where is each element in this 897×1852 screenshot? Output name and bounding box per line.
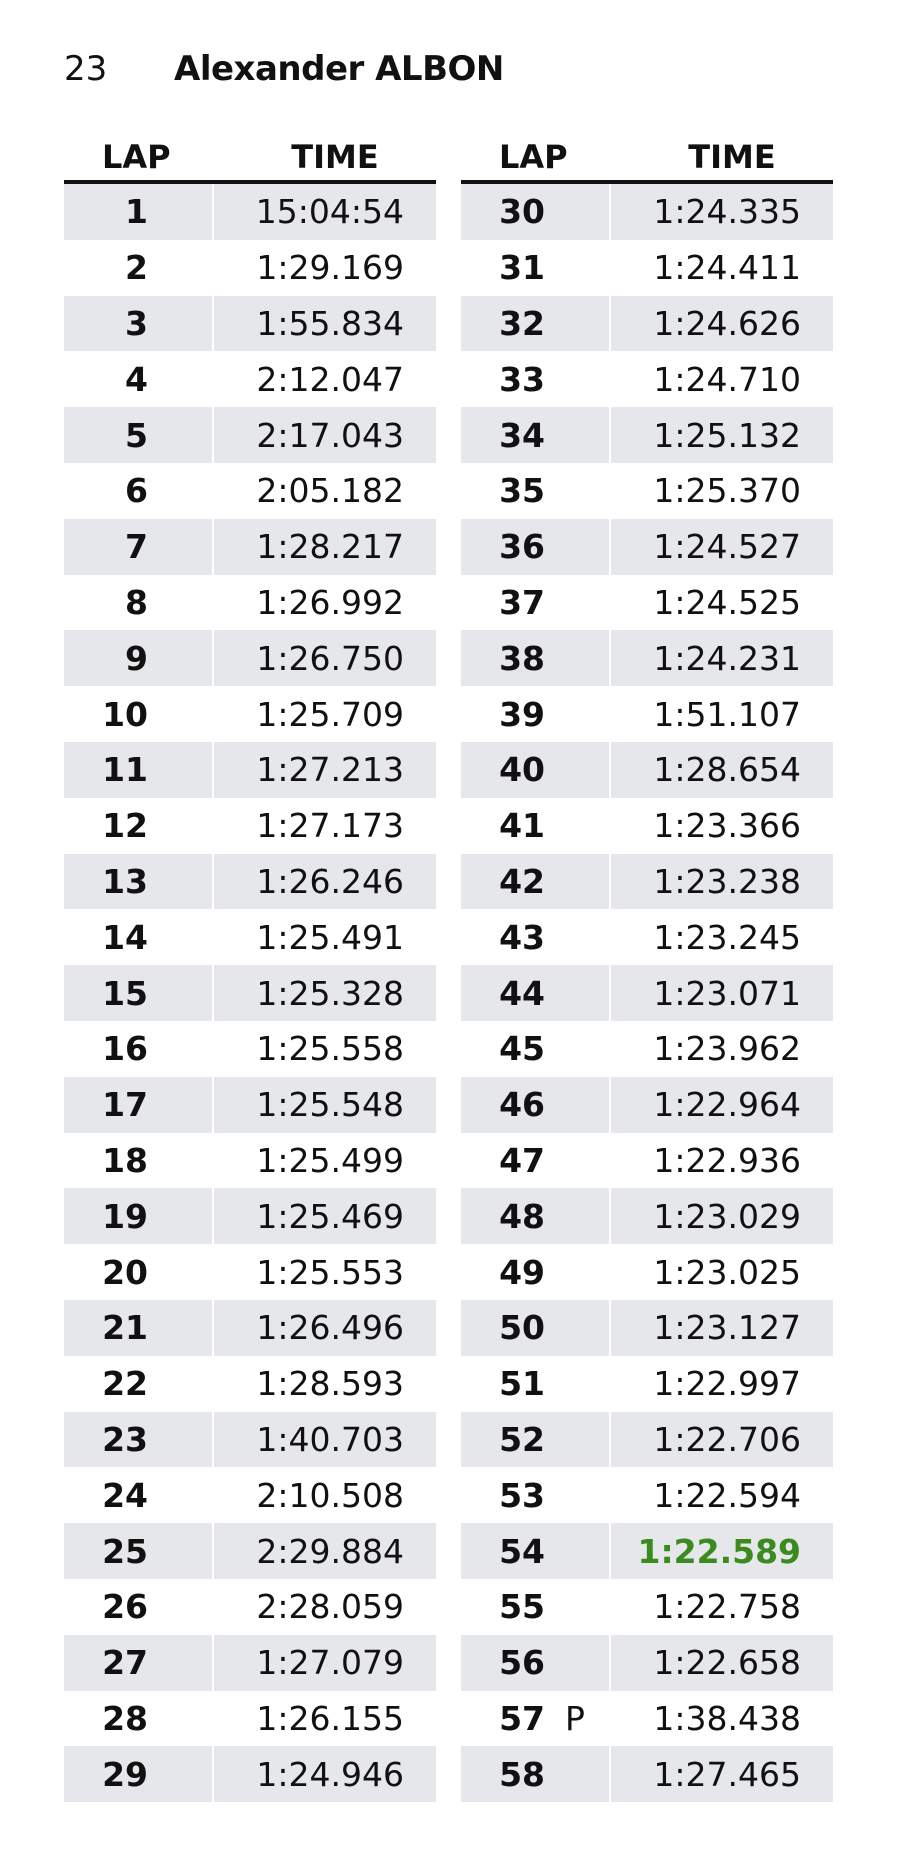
table-row bbox=[461, 1746, 833, 1802]
lap-number: 34 bbox=[499, 415, 545, 455]
lap-number: 28 bbox=[102, 1698, 148, 1738]
lap-cell bbox=[461, 575, 611, 631]
lap-number: 32 bbox=[499, 303, 545, 343]
table-row bbox=[64, 1021, 436, 1077]
lap-cell bbox=[461, 463, 611, 519]
lap-cell bbox=[461, 1467, 611, 1523]
lap-time: 1:26.155 bbox=[256, 1698, 404, 1738]
lap-time: 1:25.548 bbox=[256, 1085, 404, 1125]
lap-number: 44 bbox=[499, 973, 545, 1013]
lap-time: 1:22.658 bbox=[653, 1643, 801, 1683]
table-row bbox=[461, 798, 833, 854]
lap-number: 26 bbox=[102, 1587, 148, 1627]
lap-cell bbox=[461, 1523, 611, 1579]
lap-table-right bbox=[461, 132, 833, 1802]
lap-cell bbox=[461, 909, 611, 965]
lap-number: 15 bbox=[102, 973, 148, 1013]
lap-time: 1:26.992 bbox=[256, 582, 404, 622]
table-row bbox=[64, 1635, 436, 1691]
table-row bbox=[64, 798, 436, 854]
lap-time: 1:25.499 bbox=[256, 1140, 404, 1180]
table-row bbox=[64, 1188, 436, 1244]
table-row bbox=[461, 909, 833, 965]
table-row bbox=[461, 686, 833, 742]
table-row bbox=[461, 1635, 833, 1691]
lap-number: 17 bbox=[102, 1085, 148, 1125]
lap-time: 1:24.525 bbox=[653, 582, 801, 622]
lap-number: 33 bbox=[499, 359, 545, 399]
lap-time: 1:25.709 bbox=[256, 694, 404, 734]
lap-number: 16 bbox=[102, 1029, 148, 1069]
table-row bbox=[64, 909, 436, 965]
lap-time: 1:25.553 bbox=[256, 1252, 404, 1292]
lap-number: 29 bbox=[102, 1754, 148, 1794]
lap-number: 1 bbox=[125, 192, 148, 232]
lap-time: 1:23.245 bbox=[653, 917, 801, 957]
table-row bbox=[64, 463, 436, 519]
lap-cell bbox=[461, 1188, 611, 1244]
table-row bbox=[64, 854, 436, 910]
lap-cell bbox=[64, 1523, 214, 1579]
table-row bbox=[461, 407, 833, 463]
lap-time: 1:24.626 bbox=[653, 303, 801, 343]
table-row bbox=[461, 742, 833, 798]
lap-time: 1:22.594 bbox=[653, 1475, 801, 1515]
table-row bbox=[461, 1300, 833, 1356]
table-row bbox=[64, 519, 436, 575]
lap-cell bbox=[461, 1746, 611, 1802]
lap-time: 1:25.132 bbox=[653, 415, 801, 455]
lap-cell bbox=[64, 407, 214, 463]
table-row bbox=[64, 1746, 436, 1802]
table-row bbox=[64, 742, 436, 798]
lap-time: 1:27.213 bbox=[256, 750, 404, 790]
lap-cell bbox=[64, 575, 214, 631]
lap-number: 37 bbox=[499, 582, 545, 622]
lap-number: 48 bbox=[499, 1196, 545, 1236]
driver-header bbox=[64, 44, 504, 94]
lap-time: 1:25.491 bbox=[256, 917, 404, 957]
lap-time: 1:24.411 bbox=[653, 248, 801, 288]
lap-cell bbox=[64, 1077, 214, 1133]
lap-time: 2:17.043 bbox=[256, 415, 404, 455]
lap-number: 3 bbox=[125, 303, 148, 343]
lap-cell bbox=[64, 1467, 214, 1523]
lap-cell bbox=[461, 1244, 611, 1300]
lap-number: 58 bbox=[499, 1754, 545, 1794]
lap-time: 1:38.438 bbox=[653, 1698, 801, 1738]
table-row bbox=[461, 1133, 833, 1189]
table-row bbox=[461, 965, 833, 1021]
lap-cell bbox=[461, 742, 611, 798]
table-row bbox=[461, 1021, 833, 1077]
table-row bbox=[461, 1188, 833, 1244]
lap-number: 46 bbox=[499, 1085, 545, 1125]
lap-cell bbox=[64, 854, 214, 910]
lap-time: 1:24.527 bbox=[653, 527, 801, 567]
lap-number: 5 bbox=[125, 415, 148, 455]
lap-cell bbox=[461, 1635, 611, 1691]
table-row bbox=[461, 854, 833, 910]
lap-number: 43 bbox=[499, 917, 545, 957]
lap-number: 42 bbox=[499, 861, 545, 901]
car-number: 23 bbox=[64, 49, 108, 89]
table-header bbox=[461, 132, 833, 184]
table-row bbox=[461, 1523, 833, 1579]
table-row bbox=[461, 1356, 833, 1412]
lap-time: 1:26.496 bbox=[256, 1308, 404, 1348]
lap-time: 1:24.335 bbox=[653, 192, 801, 232]
lap-time: 1:29.169 bbox=[256, 248, 404, 288]
lap-cell bbox=[461, 1300, 611, 1356]
lap-cell bbox=[64, 965, 214, 1021]
lap-number: 4 bbox=[125, 359, 148, 399]
lap-time: 1:25.558 bbox=[256, 1029, 404, 1069]
lap-time: 1:23.238 bbox=[653, 861, 801, 901]
lap-time: 1:55.834 bbox=[256, 303, 404, 343]
lap-number: 25 bbox=[102, 1531, 148, 1571]
lap-cell bbox=[64, 909, 214, 965]
lap-time: 1:27.079 bbox=[256, 1643, 404, 1683]
lap-cell bbox=[64, 1635, 214, 1691]
table-row bbox=[461, 1077, 833, 1133]
lap-cell bbox=[461, 854, 611, 910]
lap-number: 8 bbox=[125, 582, 148, 622]
table-row bbox=[64, 1467, 436, 1523]
lap-time: 1:25.328 bbox=[256, 973, 404, 1013]
table-row bbox=[461, 1691, 833, 1747]
lap-time: 1:23.127 bbox=[653, 1308, 801, 1348]
lap-number: 35 bbox=[499, 471, 545, 511]
lap-cell bbox=[64, 1356, 214, 1412]
table-row bbox=[461, 1412, 833, 1468]
lap-number: 54 bbox=[499, 1531, 545, 1571]
lap-number: 36 bbox=[499, 527, 545, 567]
table-row bbox=[64, 1244, 436, 1300]
lap-cell bbox=[461, 296, 611, 352]
lap-number: 38 bbox=[499, 638, 545, 678]
lap-cell bbox=[64, 463, 214, 519]
lap-cell bbox=[461, 1356, 611, 1412]
lap-number: 14 bbox=[102, 917, 148, 957]
lap-time: 1:23.366 bbox=[653, 806, 801, 846]
lap-cell bbox=[461, 351, 611, 407]
lap-number: 9 bbox=[125, 638, 148, 678]
lap-number: 40 bbox=[499, 750, 545, 790]
lap-time: 1:28.593 bbox=[256, 1364, 404, 1404]
table-row bbox=[64, 686, 436, 742]
table-row bbox=[461, 351, 833, 407]
table-row bbox=[64, 351, 436, 407]
lap-time: 1:25.469 bbox=[256, 1196, 404, 1236]
lap-number: 30 bbox=[499, 192, 545, 232]
lap-time: 1:28.217 bbox=[256, 527, 404, 567]
lap-number: 47 bbox=[499, 1140, 545, 1180]
lap-number: 51 bbox=[499, 1364, 545, 1404]
lap-cell bbox=[461, 630, 611, 686]
lap-cell bbox=[64, 1300, 214, 1356]
lap-cell bbox=[461, 1579, 611, 1635]
lap-cell bbox=[461, 519, 611, 575]
table-row bbox=[64, 407, 436, 463]
lap-time: 1:22.936 bbox=[653, 1140, 801, 1180]
lap-cell bbox=[64, 296, 214, 352]
lap-cell bbox=[461, 1412, 611, 1468]
driver-name: Alexander ALBON bbox=[174, 49, 504, 89]
lap-cell bbox=[64, 1244, 214, 1300]
lap-time: 1:51.107 bbox=[653, 694, 801, 734]
lap-cell bbox=[64, 351, 214, 407]
lap-time: 15:04:54 bbox=[255, 192, 404, 232]
lap-time: 2:10.508 bbox=[256, 1475, 404, 1515]
lap-cell bbox=[461, 686, 611, 742]
lap-number: 24 bbox=[102, 1475, 148, 1515]
lap-cell bbox=[64, 184, 214, 240]
lap-time: 1:23.025 bbox=[653, 1252, 801, 1292]
table-body bbox=[461, 184, 833, 1802]
table-row bbox=[64, 1300, 436, 1356]
lap-cell bbox=[461, 1077, 611, 1133]
table-row bbox=[461, 463, 833, 519]
time-column-header: TIME bbox=[291, 138, 379, 176]
table-row bbox=[64, 296, 436, 352]
lap-cell bbox=[461, 240, 611, 296]
table-row bbox=[64, 1356, 436, 1412]
lap-time: 1:23.962 bbox=[653, 1029, 801, 1069]
lap-number: 6 bbox=[125, 471, 148, 511]
lap-number: 10 bbox=[102, 694, 148, 734]
lap-time: 2:05.182 bbox=[256, 471, 404, 511]
lap-cell bbox=[64, 1021, 214, 1077]
lap-time: 1:26.246 bbox=[256, 861, 404, 901]
lap-number: 21 bbox=[102, 1308, 148, 1348]
lap-time: 1:40.703 bbox=[256, 1419, 404, 1459]
lap-number: 2 bbox=[125, 248, 148, 288]
lap-number: 31 bbox=[499, 248, 545, 288]
lap-cell bbox=[461, 1691, 611, 1747]
lap-number: 49 bbox=[499, 1252, 545, 1292]
table-row bbox=[461, 240, 833, 296]
table-row bbox=[64, 1133, 436, 1189]
lap-number: 7 bbox=[125, 527, 148, 567]
lap-cell bbox=[64, 1579, 214, 1635]
table-row bbox=[64, 1523, 436, 1579]
lap-cell bbox=[64, 240, 214, 296]
lap-time: 1:24.231 bbox=[653, 638, 801, 678]
lap-number: 52 bbox=[499, 1419, 545, 1459]
lap-time: 1:27.173 bbox=[256, 806, 404, 846]
lap-cell bbox=[64, 630, 214, 686]
lap-cell bbox=[64, 798, 214, 854]
lap-number: 39 bbox=[499, 694, 545, 734]
lap-cell bbox=[64, 742, 214, 798]
lap-time: 1:25.370 bbox=[653, 471, 801, 511]
table-row bbox=[64, 630, 436, 686]
lap-number: 27 bbox=[102, 1643, 148, 1683]
lap-table-left bbox=[64, 132, 436, 1802]
table-row bbox=[461, 184, 833, 240]
lap-number: 20 bbox=[102, 1252, 148, 1292]
lap-time: 2:29.884 bbox=[256, 1531, 404, 1571]
lap-time: 1:23.071 bbox=[653, 973, 801, 1013]
table-row bbox=[64, 1077, 436, 1133]
lap-number: 13 bbox=[102, 861, 148, 901]
lap-number: 55 bbox=[499, 1587, 545, 1627]
table-body bbox=[64, 184, 436, 1802]
lap-number: 50 bbox=[499, 1308, 545, 1348]
lap-number: 56 bbox=[499, 1643, 545, 1683]
lap-number: 45 bbox=[499, 1029, 545, 1069]
table-row bbox=[461, 1244, 833, 1300]
table-row bbox=[64, 1579, 436, 1635]
table-row bbox=[64, 575, 436, 631]
lap-column-header: LAP bbox=[499, 138, 568, 176]
lap-cell bbox=[461, 184, 611, 240]
lap-number: 22 bbox=[102, 1364, 148, 1404]
table-row bbox=[461, 296, 833, 352]
lap-time: 1:22.964 bbox=[653, 1085, 801, 1125]
lap-time: 1:24.710 bbox=[653, 359, 801, 399]
lap-cell bbox=[461, 1133, 611, 1189]
lap-cell bbox=[64, 1412, 214, 1468]
lap-number: 53 bbox=[499, 1475, 545, 1515]
lap-cell bbox=[64, 1188, 214, 1244]
best-lap-time: 1:22.589 bbox=[637, 1531, 801, 1571]
lap-time: 1:22.758 bbox=[653, 1587, 801, 1627]
table-row bbox=[461, 1579, 833, 1635]
lap-number: 18 bbox=[102, 1140, 148, 1180]
lap-cell bbox=[461, 407, 611, 463]
table-row bbox=[461, 575, 833, 631]
lap-cell bbox=[64, 1691, 214, 1747]
lap-cell bbox=[461, 798, 611, 854]
time-column-header: TIME bbox=[688, 138, 776, 176]
lap-time: 2:28.059 bbox=[256, 1587, 404, 1627]
table-row bbox=[64, 184, 436, 240]
lap-time: 2:12.047 bbox=[256, 359, 404, 399]
lap-time: 1:22.997 bbox=[653, 1364, 801, 1404]
table-row bbox=[461, 630, 833, 686]
table-header bbox=[64, 132, 436, 184]
table-row bbox=[64, 1691, 436, 1747]
lap-number: 57 bbox=[499, 1698, 545, 1738]
lap-cell bbox=[461, 1021, 611, 1077]
table-row bbox=[461, 519, 833, 575]
lap-time: 1:27.465 bbox=[653, 1754, 801, 1794]
lap-cell bbox=[64, 1133, 214, 1189]
lap-number: 23 bbox=[102, 1419, 148, 1459]
lap-cell bbox=[64, 1746, 214, 1802]
lap-column-header: LAP bbox=[102, 138, 171, 176]
table-row bbox=[64, 240, 436, 296]
table-row bbox=[461, 1467, 833, 1523]
lap-time: 1:24.946 bbox=[256, 1754, 404, 1794]
lap-time: 1:22.706 bbox=[653, 1419, 801, 1459]
lap-number: 11 bbox=[102, 750, 148, 790]
lap-time: 1:23.029 bbox=[653, 1196, 801, 1236]
table-row bbox=[64, 965, 436, 1021]
lap-cell bbox=[461, 965, 611, 1021]
lap-time: 1:28.654 bbox=[653, 750, 801, 790]
lap-number: 41 bbox=[499, 806, 545, 846]
lap-time: 1:26.750 bbox=[256, 638, 404, 678]
lap-number: 19 bbox=[102, 1196, 148, 1236]
pit-indicator: P bbox=[565, 1698, 585, 1738]
lap-cell bbox=[64, 686, 214, 742]
table-row bbox=[64, 1412, 436, 1468]
lap-cell bbox=[64, 519, 214, 575]
lap-number: 12 bbox=[102, 806, 148, 846]
